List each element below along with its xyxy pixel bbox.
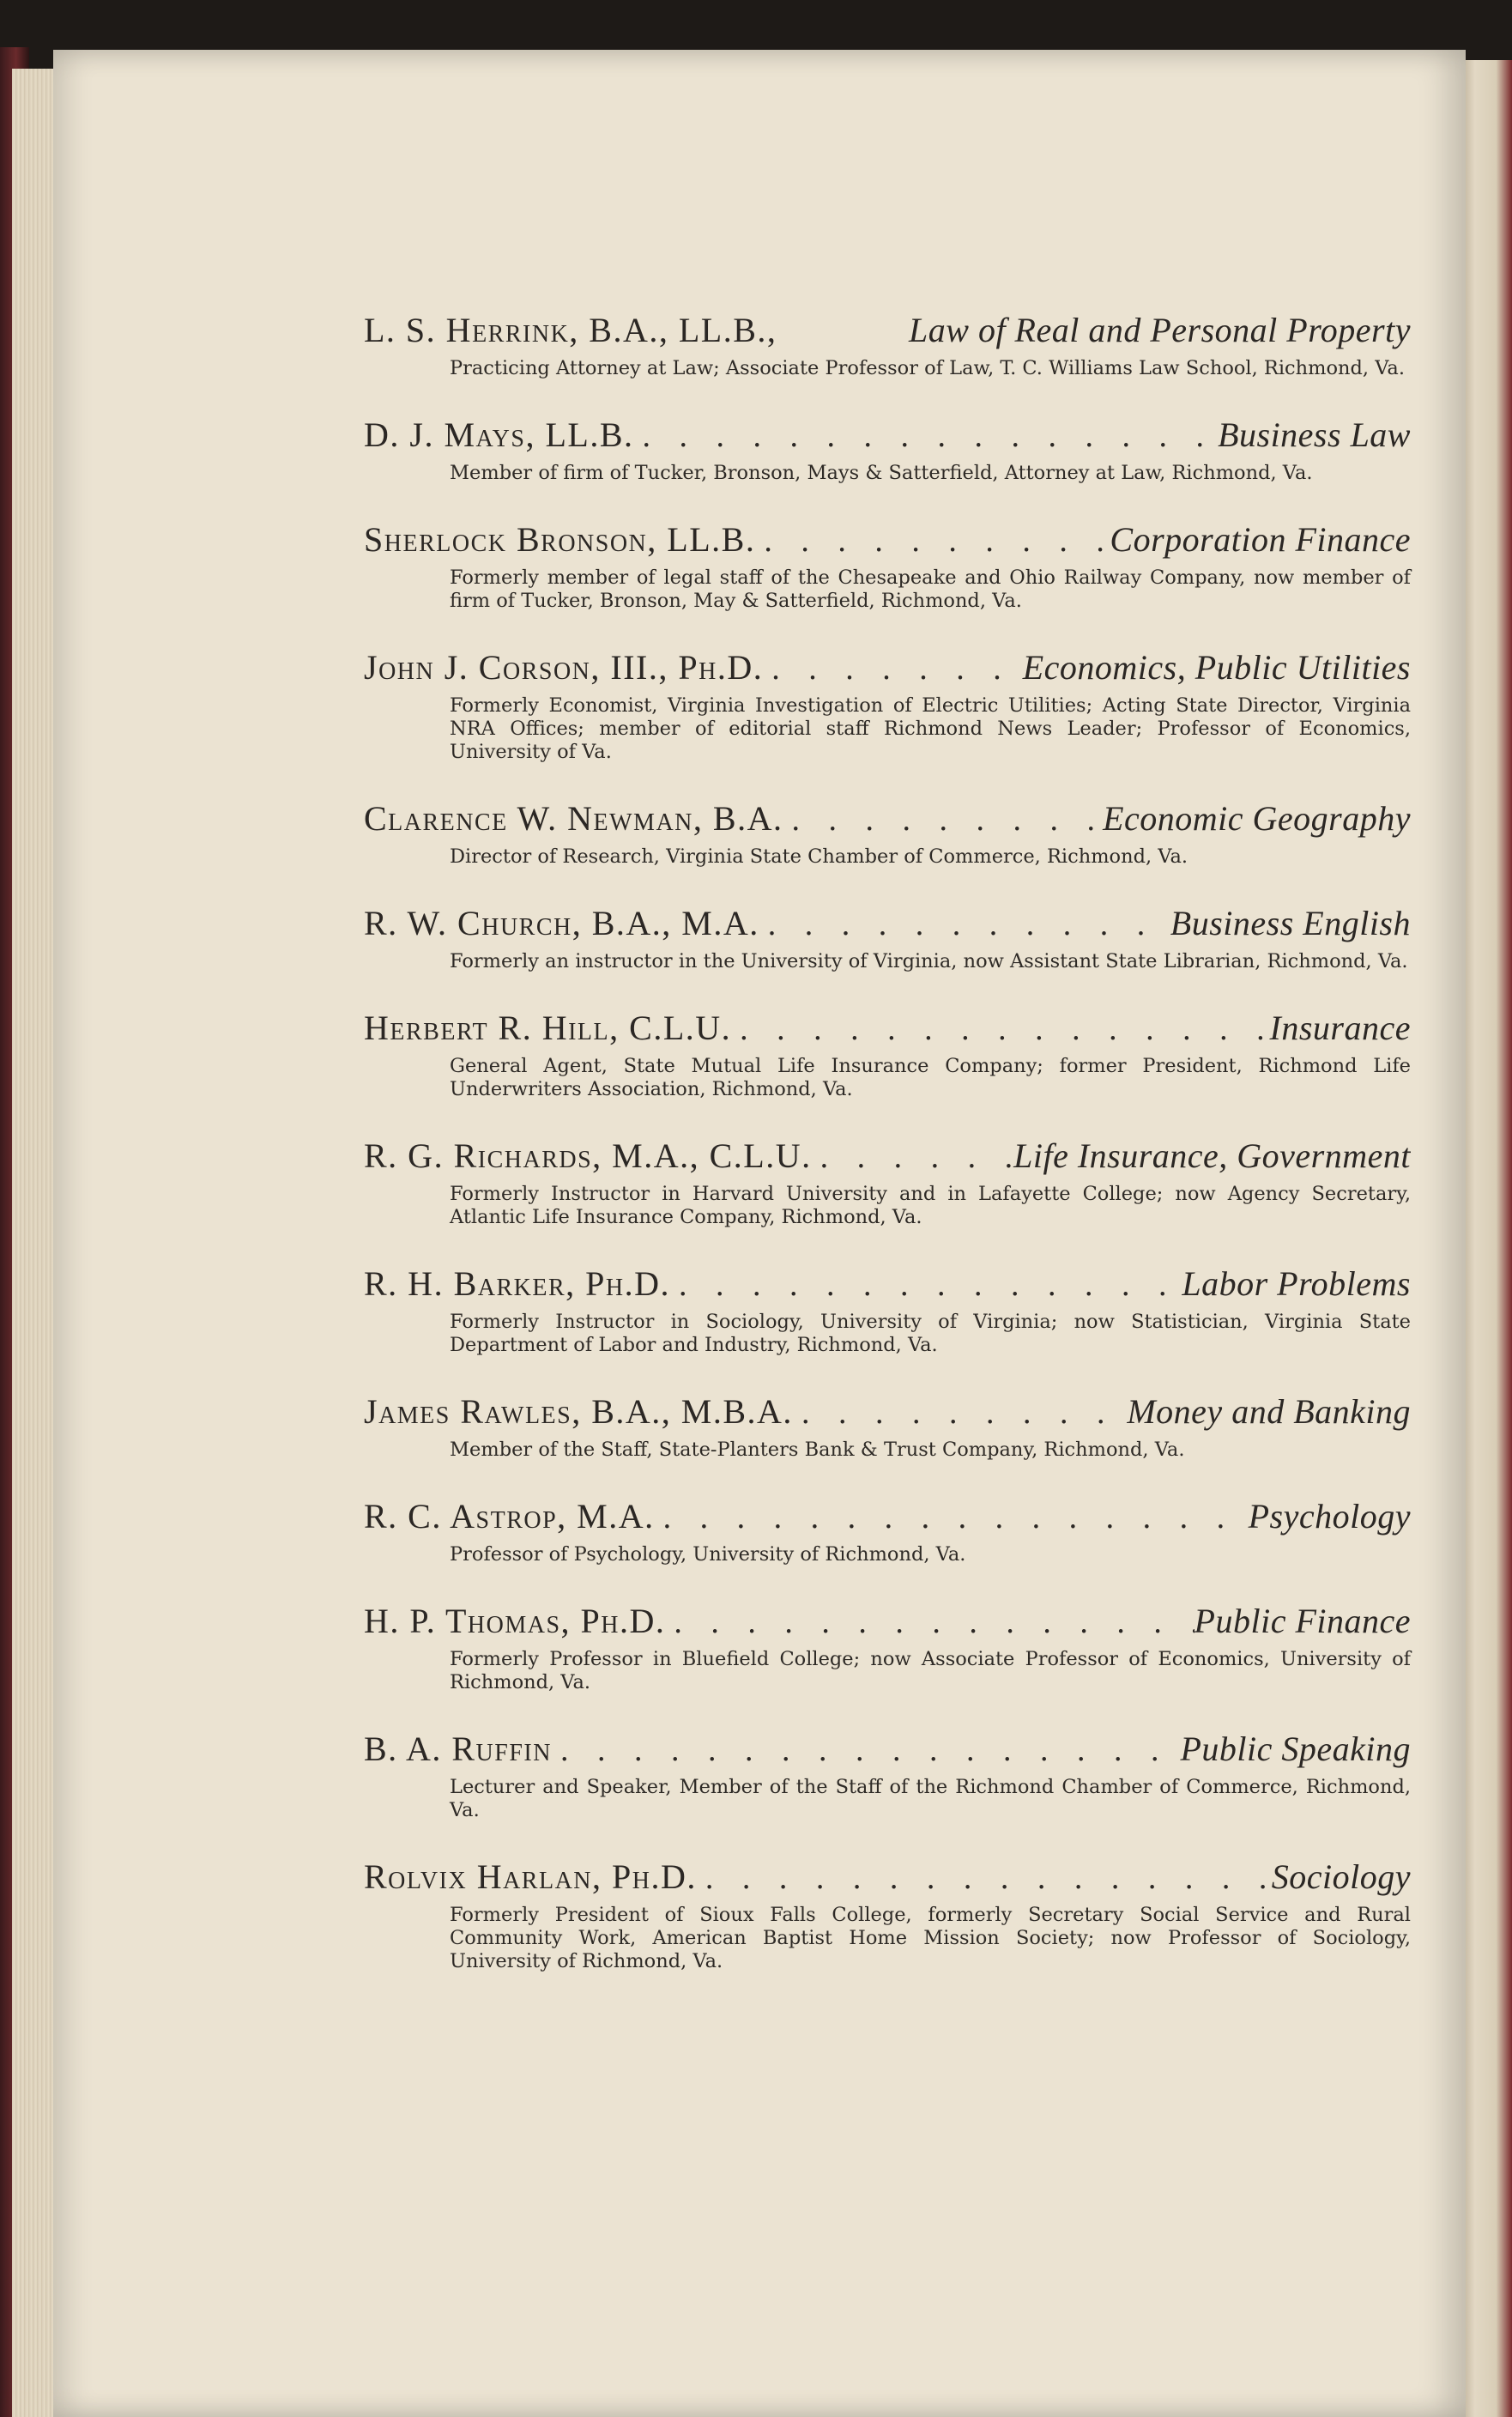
faculty-entry: [364, 645, 1411, 764]
course-subject: Public Finance: [1194, 1602, 1411, 1640]
course-subject: Business Law: [1218, 415, 1411, 454]
course-subject: Public Speaking: [1180, 1729, 1411, 1768]
dot-leader: [634, 413, 1219, 458]
faculty-entry: [364, 1261, 1411, 1357]
faculty-entry-heading: [364, 796, 1411, 842]
course-subject: Money and Banking: [1127, 1392, 1411, 1431]
faculty-entry: [364, 412, 1411, 485]
faculty-name: James Rawles, B.A., M.B.A.: [364, 1392, 793, 1431]
faculty-description: Member of firm of Tucker, Bronson, Mays & Satterfield, Attorney at Law, Richmond, Va.: [450, 462, 1313, 484]
course-subject: Economics, Public Utilities: [1022, 648, 1411, 687]
faculty-entry-heading: [364, 1261, 1411, 1307]
course-subject: Law of Real and Personal Property: [909, 311, 1411, 349]
dot-leader: [759, 901, 1170, 947]
faculty-name: Sherlock Bronson, LL.B.: [364, 520, 756, 559]
faculty-name: R. G. Richards, M.A., C.L.U.: [364, 1136, 812, 1175]
dot-leader: [783, 797, 1103, 842]
faculty-entry-heading: [364, 1493, 1411, 1540]
faculty-entry: [364, 1598, 1411, 1694]
faculty-entry-heading: [364, 1389, 1411, 1435]
faculty-description: Formerly Professor in Bluefield College; now Associate Professor of Economics, University of Richmond, Va.: [450, 1648, 1411, 1693]
faculty-entry-heading: [364, 1726, 1411, 1772]
dot-leader: [655, 1494, 1249, 1540]
course-subject: Life Insurance, Government: [1013, 1136, 1411, 1175]
faculty-entry-heading: [364, 1854, 1411, 1900]
faculty-description: General Agent, State Mutual Life Insurance Company; former President, Richmond Life Underwriters Association, Richmond, Va.: [450, 1055, 1411, 1100]
course-subject: Psychology: [1248, 1497, 1411, 1536]
faculty-entry-heading: [364, 1133, 1411, 1179]
faculty-entry: [364, 796, 1411, 869]
course-subject: Insurance: [1269, 1009, 1411, 1047]
dot-leader: [812, 1134, 1013, 1179]
dot-leader: [763, 645, 1022, 691]
course-subject: Business English: [1170, 904, 1411, 942]
course-subject: Labor Problems: [1182, 1264, 1411, 1303]
dot-leader: [552, 1727, 1181, 1772]
faculty-entry: [364, 900, 1411, 973]
dot-leader: [755, 518, 1110, 563]
faculty-name: John J. Corson, III., Ph.D.: [364, 648, 764, 687]
faculty-description: Formerly President of Sioux Falls College, formerly Secretary Social Service and Rural Community Work, American Baptist Home Mission Society; now Professor of Sociology, University of Richmond, Va.: [450, 1904, 1411, 1972]
facing-page-edge: [1459, 60, 1512, 2417]
faculty-description: Professor of Psychology, University of Richmond, Va.: [450, 1543, 966, 1566]
faculty-entry: [364, 1133, 1411, 1229]
course-subject: Corporation Finance: [1110, 520, 1411, 559]
faculty-entry-heading: [364, 307, 1411, 354]
dot-leader: [793, 1390, 1127, 1435]
faculty-description: Formerly an instructor in the University of Virginia, now Assistant State Librarian, Richmond, Va.: [450, 950, 1408, 972]
faculty-name: H. P. Thomas, Ph.D.: [364, 1602, 666, 1640]
faculty-name: R. C. Astrop, M.A.: [364, 1497, 655, 1536]
faculty-entry-heading: [364, 412, 1411, 458]
faculty-entry-heading: [364, 517, 1411, 563]
faculty-description: Director of Research, Virginia State Chamber of Commerce, Richmond, Va.: [450, 845, 1188, 868]
faculty-description: Formerly Instructor in Harvard University and in Lafayette College; now Agency Secretary, Atlantic Life Insurance Company, Richmond, Va.: [450, 1183, 1411, 1228]
faculty-name: B. A. Ruffin: [364, 1729, 552, 1768]
faculty-description: Practicing Attorney at Law; Associate Professor of Law, T. C. Williams Law School, Richmond, Va.: [450, 357, 1405, 379]
faculty-entry-heading: [364, 1005, 1411, 1051]
dot-leader: [731, 1006, 1269, 1051]
faculty-entry-heading: [364, 900, 1411, 947]
faculty-name: D. J. Mays, LL.B.: [364, 415, 634, 454]
faculty-entry-heading: [364, 1598, 1411, 1645]
faculty-entry: [364, 1493, 1411, 1566]
faculty-name: Clarence W. Newman, B.A.: [364, 799, 783, 838]
faculty-list: [364, 307, 1411, 2005]
faculty-entry: [364, 1854, 1411, 1973]
faculty-description: Lecturer and Speaker, Member of the Staff of the Richmond Chamber of Commerce, Richmond, Va.: [450, 1776, 1411, 1821]
dot-leader: [670, 1262, 1182, 1307]
faculty-description: Member of the Staff, State-Planters Bank & Trust Company, Richmond, Va.: [450, 1439, 1185, 1461]
course-subject: Sociology: [1271, 1857, 1411, 1896]
faculty-entry-heading: [364, 645, 1411, 691]
faculty-entry: [364, 1005, 1411, 1101]
faculty-entry: [364, 1726, 1411, 1822]
faculty-entry: [364, 307, 1411, 380]
faculty-description: Formerly member of legal staff of the Chesapeake and Ohio Railway Company, now member of firm of Tucker, Bronson, May & Satterfield, Richmond, Va.: [450, 566, 1411, 612]
faculty-name: R. H. Barker, Ph.D.: [364, 1264, 670, 1303]
faculty-name: Herbert R. Hill, C.L.U.: [364, 1009, 732, 1047]
faculty-entry: [364, 517, 1411, 613]
book-page: [53, 50, 1466, 2417]
faculty-name: R. W. Church, B.A., M.A.: [364, 904, 759, 942]
faculty-entry: [364, 1389, 1411, 1462]
dot-leader: [697, 1855, 1272, 1900]
faculty-name: L. S. Herrink, B.A., LL.B.,: [364, 311, 777, 349]
dot-leader: [665, 1599, 1194, 1645]
course-subject: Economic Geography: [1103, 799, 1411, 838]
faculty-name: Rolvix Harlan, Ph.D.: [364, 1857, 697, 1896]
faculty-description: Formerly Instructor in Sociology, University of Virginia; now Statistician, Virginia State Department of Labor and Industry, Richmond, Va.: [450, 1311, 1411, 1356]
faculty-description: Formerly Economist, Virginia Investigation of Electric Utilities; Acting State Director, Virginia NRA Offices; member of editorial staff Richmond News Leader; Professor of Economics, University of Va.: [450, 694, 1411, 763]
